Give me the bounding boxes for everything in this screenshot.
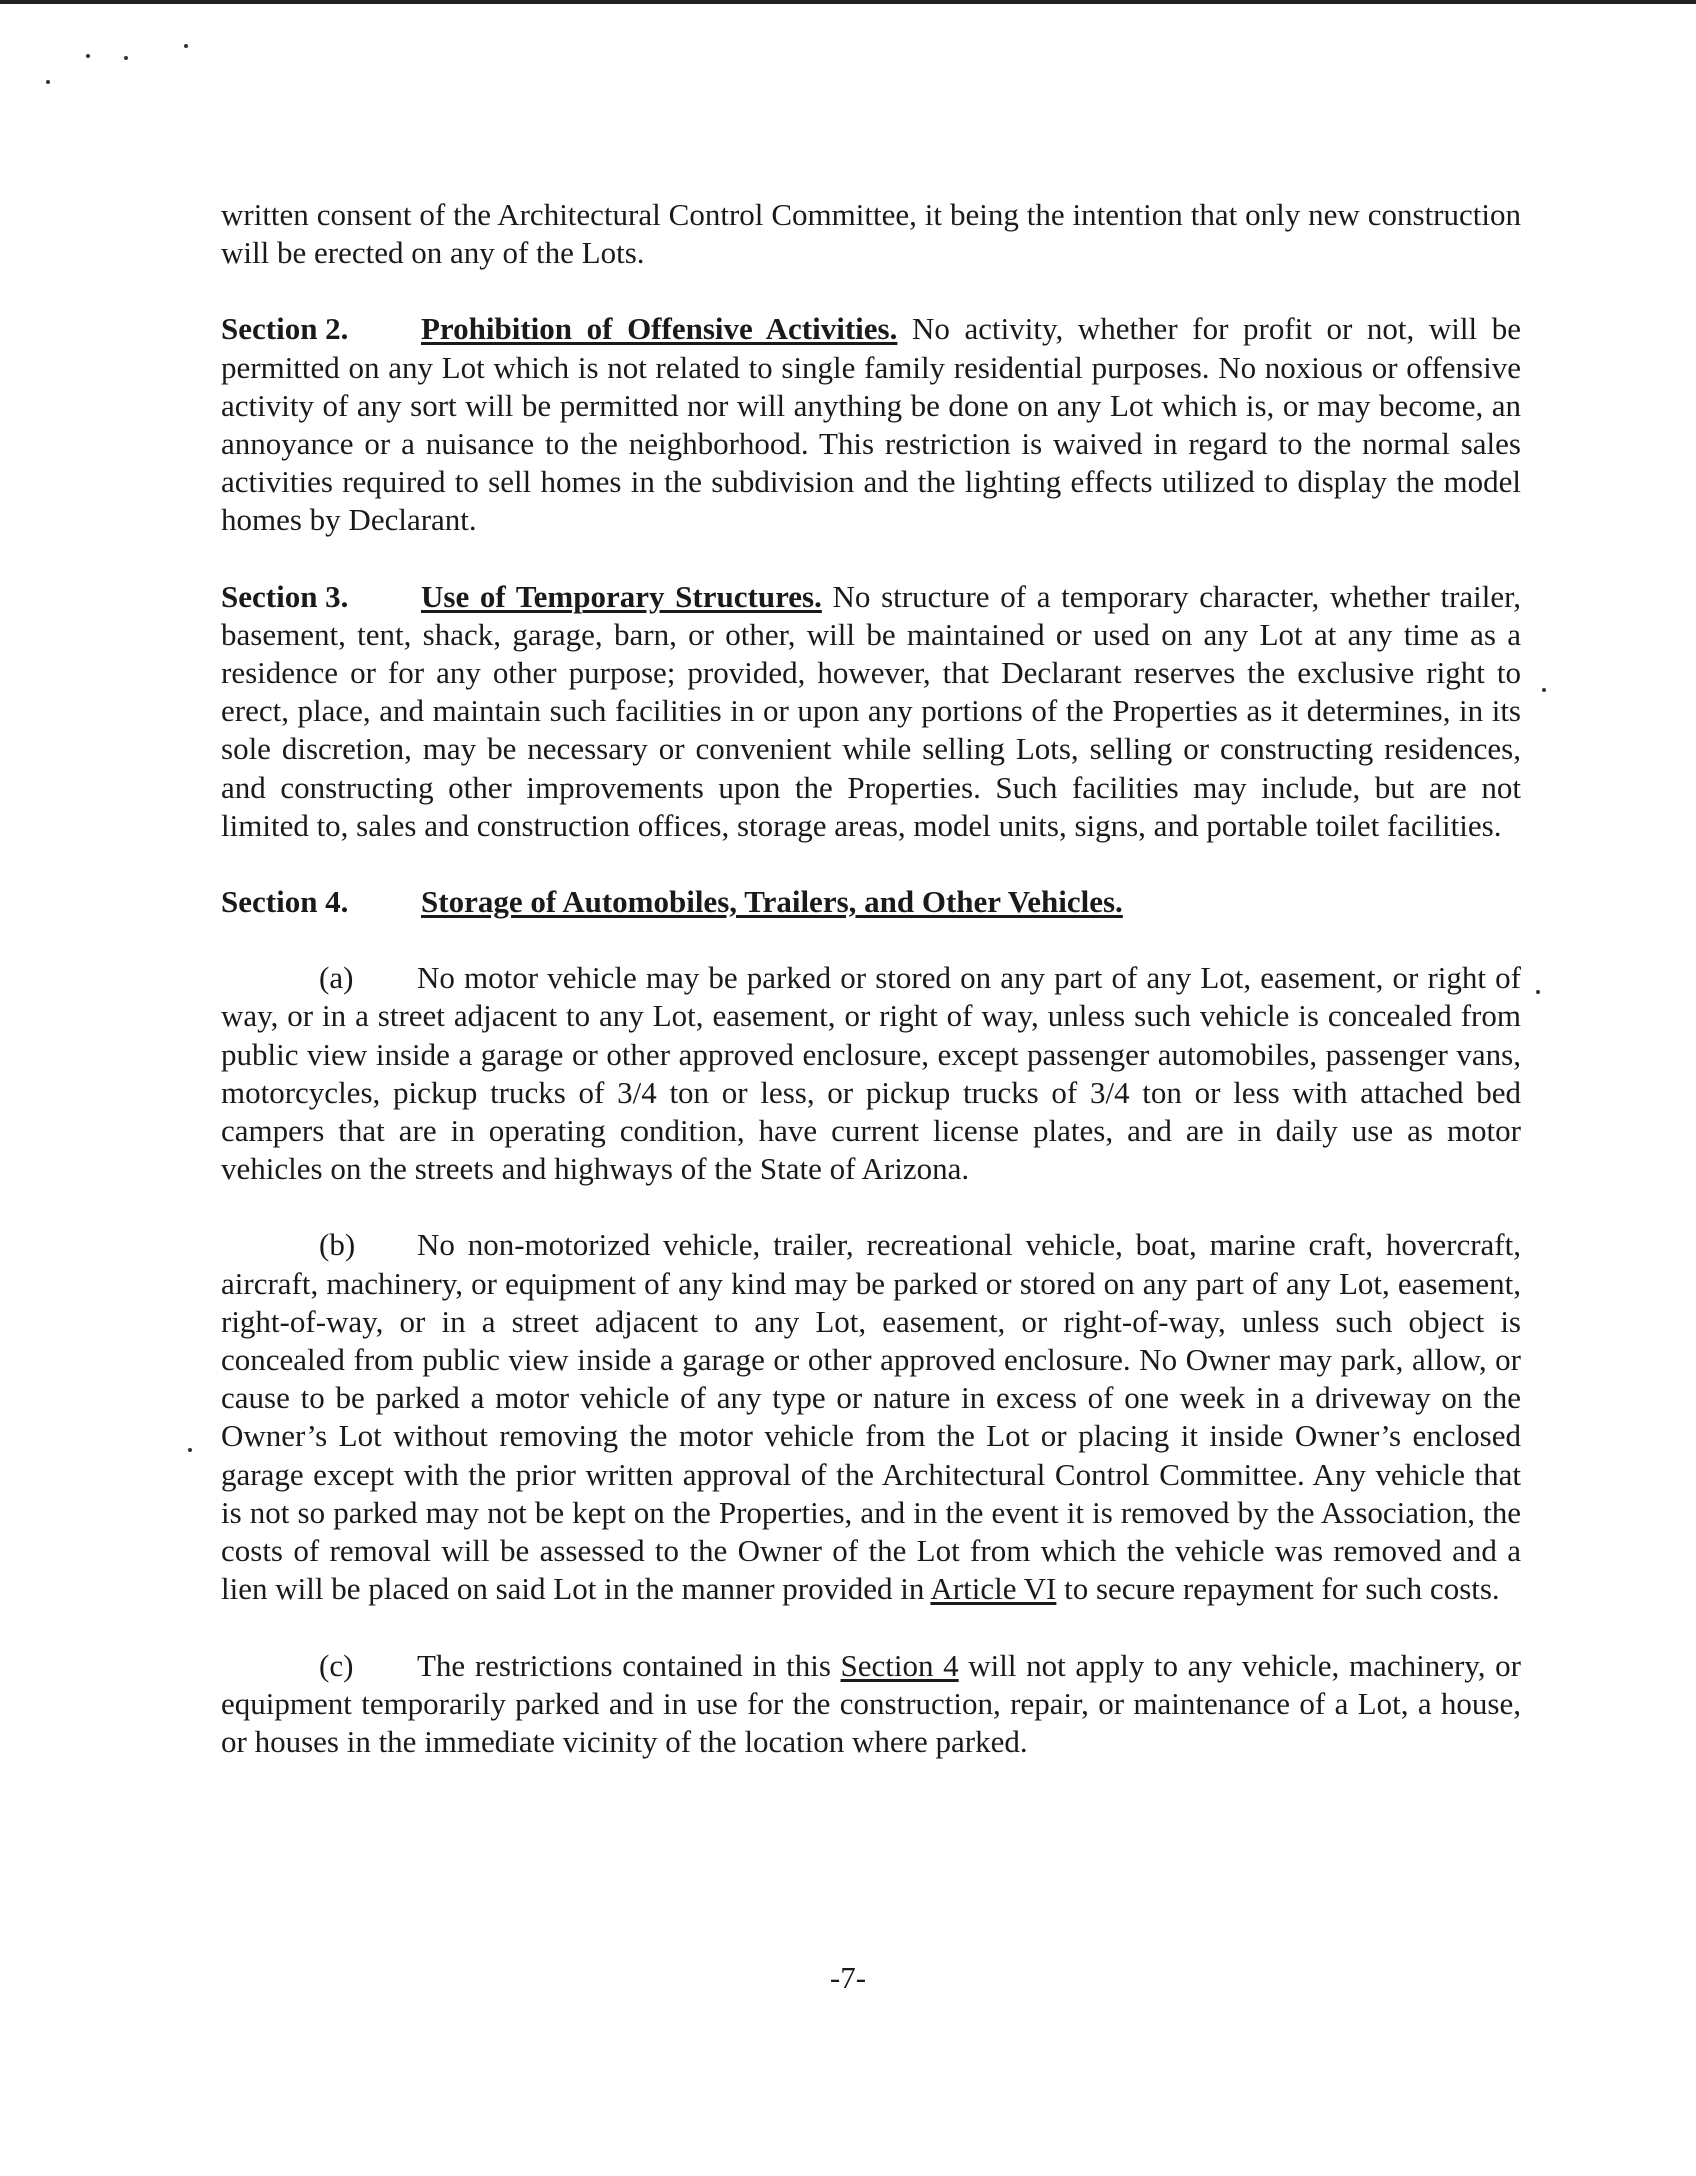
section-3-paragraph — [221, 578, 1521, 845]
section-3-body: No structure of a temporary character, whether trailer, basement, tent, shack, garage, barn, or other, will be maintained or used on any Lot at any time as a residence or for any other purpose; provided, however, that Declarant reserves the exclusive right to erect, place, and maintain such facilities in or upon any portions of the Properties as it determines, in its sole discretion, may be necessary or convenient while selling Lots, selling or constructing residences, and constructing other improvements upon the Properties. Such facilities may include, but are not limited to, sales and construction offices, storage areas, model units, signs, and portable toilet facilities. — [221, 578, 1521, 843]
section-2-label: Section 2. — [221, 311, 349, 347]
article-vi-reference: Article VI — [930, 1571, 1057, 1607]
section-4b-body-end: to secure repayment for such costs. — [1056, 1571, 1500, 1607]
section-4c-body-end: will not apply to any vehicle, machinery, or equipment temporarily parked and in use for the construction, repair, or maintenance of a Lot, a house, or houses in the immediate vicinity of the location where parked. — [221, 1647, 1521, 1759]
document-body — [221, 196, 1521, 1761]
section-4a-label: (a) — [319, 960, 354, 996]
section-4-heading — [221, 883, 1521, 921]
intro-text: written consent of the Architectural Control Committee, it being the intention that only new construction will be erected on any of the Lots. — [221, 197, 1521, 271]
section-4a-paragraph — [221, 959, 1521, 1188]
section-4-label: Section 4. — [221, 884, 349, 920]
section-4-title: Storage of Automobiles, Trailers, and Other Vehicles. — [421, 884, 1123, 920]
scan-speck — [46, 80, 50, 84]
section-2-title: Prohibition of Offensive Activities. — [421, 311, 898, 347]
section-4b-body: No non-motorized vehicle, trailer, recreational vehicle, boat, marine craft, hovercraft, aircraft, machinery, or equipment of any kind may be parked or stored on any part of any Lot, easement, right-of-way, or in a street adjacent to any Lot, easement, or right-of-way, unless such object is concealed from public view inside a garage or other approved enclosure. No Owner may park, allow, or cause to be parked a motor vehicle of any type or nature in excess of one week in a driveway on the Owner’s Lot without removing the motor vehicle from the Lot or placing it inside Owner’s enclosed garage except with the prior written approval of the Architectural Control Committee. Any vehicle that is not so parked may not be kept on the Properties, and in the event it is removed by the Association, the costs of removal will be assessed to the Owner of the Lot from which the vehicle was removed and a lien will be placed on said Lot in the manner provided in — [221, 1227, 1521, 1607]
intro-paragraph — [221, 196, 1521, 272]
scan-speck — [1542, 688, 1546, 692]
section-4c-body: The restrictions contained in this — [417, 1647, 841, 1683]
section-4a-body: No motor vehicle may be parked or stored on any part of any Lot, easement, or right of way, or in a street adjacent to any Lot, easement, or right of way, unless such vehicle is concealed from public view inside a garage or other approved enclosure, except passenger automobiles, passenger vans, motorcycles, pickup trucks of 3/4 ton or less, or pickup trucks of 3/4 ton or less with attached bed campers that are in operating condition, have current license plates, and are in daily use as motor vehicles on the streets and highways of the State of Arizona. — [221, 960, 1521, 1187]
section-4c-paragraph — [221, 1647, 1521, 1762]
scan-speck — [188, 1448, 192, 1452]
top-border-rule — [0, 0, 1696, 4]
section-2-body: No activity, whether for profit or not, will be permitted on any Lot which is not related to single family residential purposes. No noxious or offensive activity of any sort will be permitted nor will anything be done on any Lot which is, or may become, an annoyance or a nuisance to the neighborhood. This restriction is waived in regard to the normal sales activities required to sell homes in the subdivision and the lighting effects utilized to display the model homes by Declarant. — [221, 311, 1521, 538]
scan-speck — [86, 54, 90, 58]
page-number: -7- — [829, 1960, 867, 1995]
scan-speck — [1536, 990, 1540, 994]
scan-speck — [124, 56, 128, 60]
section-2-paragraph — [221, 310, 1521, 539]
section-3-label: Section 3. — [221, 578, 349, 614]
section-3-title: Use of Temporary Structures. — [421, 578, 822, 614]
section-4c-label: (c) — [319, 1647, 354, 1683]
section-4b-paragraph — [221, 1226, 1521, 1608]
scan-speck — [184, 44, 188, 48]
section-4-reference: Section 4 — [840, 1647, 959, 1683]
section-4b-label: (b) — [319, 1227, 356, 1263]
